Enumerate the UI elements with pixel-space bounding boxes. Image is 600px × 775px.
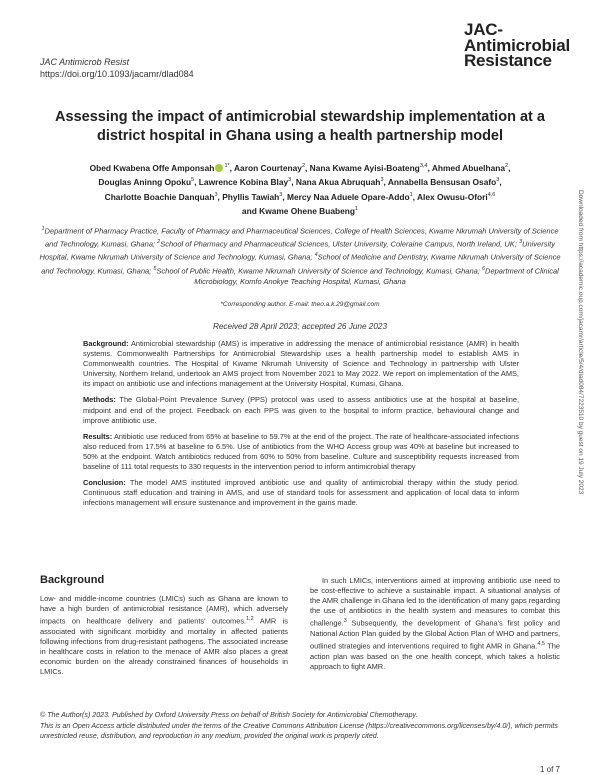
right-column xyxy=(310,576,560,672)
affiliation-number: 6 xyxy=(481,265,486,272)
abstract-section xyxy=(83,432,519,472)
author-name: Nana Akua Abruquah xyxy=(295,177,381,188)
article-title: Assessing the impact of antimicrobial stewardship implementation at a district hospital in Ghana using a health partnership model xyxy=(55,109,545,144)
citation-ref[interactable]: 1,2 xyxy=(246,616,254,623)
affiliation-text: School of Public Health, Kwame Nkrumah University of Science and Technology, Kumasi, Ghana; xyxy=(156,266,482,276)
affiliation-text: School of Medicine and Dentistry, Kwame Nkrumah University of Science and Technology, Kumasi, Ghana; xyxy=(41,252,561,276)
corresponding-author: *Corresponding author. E-mail: theo.a.k.29@gmail.com xyxy=(220,301,380,308)
footer-license xyxy=(40,710,560,742)
orcid-icon[interactable] xyxy=(215,164,223,172)
citation-ref[interactable]: 3 xyxy=(343,618,347,625)
affiliation-text: University Hospital, Kwame Nkrumah University of Science and Technology, Kumasi, Ghana; xyxy=(39,239,555,262)
abstract-label: Conclusion: xyxy=(83,478,126,488)
affiliation-ref: 3 xyxy=(214,191,218,198)
author-name: Obed Kwabena Offe Amponsah xyxy=(89,162,215,173)
affiliations xyxy=(35,224,565,288)
abstract-text: Antibiotic use reduced from 65% at baseline to 59.7% at the end of the project. The rate of healthcare-associated infections also reduced from 17.5% at baseline to 6.5%. Use of antibiotics from the WHO Access group was 40% at baseline but increased to 50% at the endpoint. Watch antibiotics reduced from 60% to 50% from baseline. Culture and susceptibility requests increased from baseline of 111 total requests to 330 requests in the intervention period to inform antimicrobial therapy xyxy=(83,431,519,472)
copyright-line: © The Author(s) 2023. Published by Oxford University Press on behalf of British Society for Antimicrobial Chemotherapy. xyxy=(40,711,418,719)
affiliation-text: School of Pharmacy and Pharmaceutical Sciences, Ulster University, Coleraine Campus, North Ireland, UK; xyxy=(160,239,519,249)
affiliation-number: 4 xyxy=(314,252,318,259)
download-watermark-text: Downloaded from https://academic.oup.com/jacamr/article/5/4/dlad084/7223510 by guest on 19 July 2023 xyxy=(577,190,584,495)
affiliation-ref: 2 xyxy=(301,163,305,169)
abstract-label: Results: xyxy=(83,431,113,441)
affiliation-ref: 3,4 xyxy=(419,163,428,169)
author-name: Lawrence Kobina Blay xyxy=(198,177,289,188)
affiliation-ref: 2 xyxy=(505,163,509,169)
citation-ref[interactable]: 4,5 xyxy=(537,641,545,648)
left-column xyxy=(40,594,288,677)
affiliation-ref: 1 xyxy=(355,206,359,213)
affiliation-number: 5 xyxy=(153,265,157,272)
brand-line: Resistance xyxy=(463,51,552,70)
abstract-label: Methods: xyxy=(83,395,116,405)
doi-link[interactable]: https://doi.org/10.1093/jacamr/dlad084 xyxy=(40,69,194,79)
journal-logo xyxy=(464,22,570,69)
received-dates: Received 28 April 2023; accepted 26 June 2023 xyxy=(212,322,388,331)
abstract-label: Background: xyxy=(83,339,129,348)
page-number: 1 of 7 xyxy=(539,765,560,774)
section-heading-background: Background xyxy=(40,574,105,586)
affiliation-number: 3 xyxy=(518,239,523,246)
author-name: Aaron Courtenay xyxy=(233,162,302,173)
author-name: Phyllis Tawiah xyxy=(222,191,280,202)
affiliation-ref: 5 xyxy=(191,177,195,184)
affiliation-number: 1 xyxy=(41,226,45,232)
brand-line: JAC- xyxy=(463,20,503,39)
affiliation-ref: 1* xyxy=(224,163,230,169)
author-name: Kwame Ohene Buabeng xyxy=(259,205,356,216)
affiliation-ref: 3 xyxy=(380,177,384,184)
affiliation-ref: 3 xyxy=(279,191,283,198)
author-name: Ahmed Abuelhana xyxy=(431,162,506,173)
abstract-text: The Global-Point Prevalence Survey (PPS) protocol was used to assess antibiotics use at the hospital at baseline, midpoint and end of the project. Feedback on each PPS was given to the hospital to inform practice, behavioural change and improve antibiotic use. xyxy=(83,395,519,425)
affiliation-ref: 1 xyxy=(409,191,413,198)
license-text: This is an Open Access article distributed under the terms of the Creative Commons Attribution License (https://creativecommons.org/licenses/by/4.0/), which permits unrestricted reuse, distribution, and reproduction in any medium, provided the original work is properly cited. xyxy=(40,721,558,740)
download-watermark xyxy=(574,190,588,590)
abstract-text: Antimicrobial stewardship (AMS) is imperative in addressing the menace of antimicrobial resistance (AMR) in health systems. Commonwealth Partnerships for Antimicrobial Stewardship uses a health partnership model to establish AMS in Commonwealth countries. The Hospital of Kwame Nkrumah University of Science and Technology in partnership with Ulster University, Northern Ireland, undertook an AMS project from November 2021 to May 2022. We report on implementation of the AMS, its impact on antibiotic use and infections management at the University Hospital, Kumasi, Ghana. xyxy=(83,339,519,389)
abstract-section xyxy=(83,478,519,508)
author-list: Obed Kwabena Offe Amponsah $^{1*}$, Aaron Courtenay$^2$, Nana Kwame Ayisi-Boateng$^{3,4}$, Ahmed Abuelhana$^2$, Douglas Aninng Opoku$^5$, Lawrence Kobina Blay$^3$, Nana Akua Abruquah$^3$, Annabella Bensusan Osafo$^3$, Charlotte Boachie Danquah$^3$, Phyllis Tawiah$^3$, Mercy Naa Aduele Opare-Addo$^1$, Alex Owusu-Ofori$^{4,6}$ and Kwame Ohene Buabeng$^1$ xyxy=(89,162,511,216)
author-name: Douglas Aninng Opoku xyxy=(98,177,192,188)
affiliation-text: Department of Pharmacy Practice, Faculty of Pharmacy and Pharmaceutical Sciences, College of Health Sciences, Kwame Nkrumah University of Science and Technology, Kumasi, Ghana; xyxy=(44,226,559,249)
affiliation-number: 2 xyxy=(157,239,161,246)
affiliation-ref: 3 xyxy=(496,177,500,184)
paragraph: Low- and middle-income countries (LMICs) such as Ghana are known to have a high burden of antimicrobial resistance (AMR), which adversely impacts on healthcare delivery and patients' outcomes.$^{1,2}$ AMR is associated with significant morbidity and mortality in affected patients following infections from drug-resistant pathogens. The associated increase in healthcare costs in relation to the menace of AMR also places a great economic burden on the already constrained finances of households in LMICs. xyxy=(40,594,288,677)
author-name: Alex Owusu-Ofori xyxy=(416,191,488,202)
affiliation-text: Department of Clinical Microbiology, Komfo Anokye Teaching Hospital, Kumasi, Ghana xyxy=(194,266,559,286)
brand-line: Antimicrobial xyxy=(463,35,570,55)
journal-name: JAC Antimicrob Resist xyxy=(40,57,130,67)
abstract xyxy=(83,339,519,514)
abstract-section xyxy=(83,395,519,425)
author-name: Charlotte Boachie Danquah xyxy=(104,191,215,202)
abstract-section xyxy=(83,339,519,389)
abstract-text: The model AMS instituted improved antibiotic use and quality of antimicrobial therapy within the study period. Continuous staff education and training in AMS, and use of standard tools for assessment and application of local data to inform infections management will ensure sustenance and improvement in the gains made. xyxy=(83,478,519,508)
paragraph: In such LMICs, interventions aimed at improving antibiotic use need to be cost-effective to achieve a sustainable impact. A situational analysis of the AMR challenge in Ghana led to the identification of many gaps regarding the use of antibiotics in the health system and measures to combat this challenge.$^3$ Subsequently, the development of Ghana's first policy and National Action Plan guided by the Global Action Plan of WHO and partners, outlined strategies and interventions required to fight AMR in Ghana.$^{4,5}$ The action plan was based on the one health concept, which takes a holistic approach to fight AMR. xyxy=(310,576,561,671)
author-name: Nana Kwame Ayisi-Boateng xyxy=(309,162,420,173)
affiliation-ref: 3 xyxy=(288,177,292,184)
journal-citation xyxy=(40,56,194,80)
affiliation-ref: 4,6 xyxy=(487,191,496,198)
author-name: Mercy Naa Aduele Opare-Addo xyxy=(287,191,410,202)
author-name: Annabella Bensusan Osafo xyxy=(387,177,497,188)
